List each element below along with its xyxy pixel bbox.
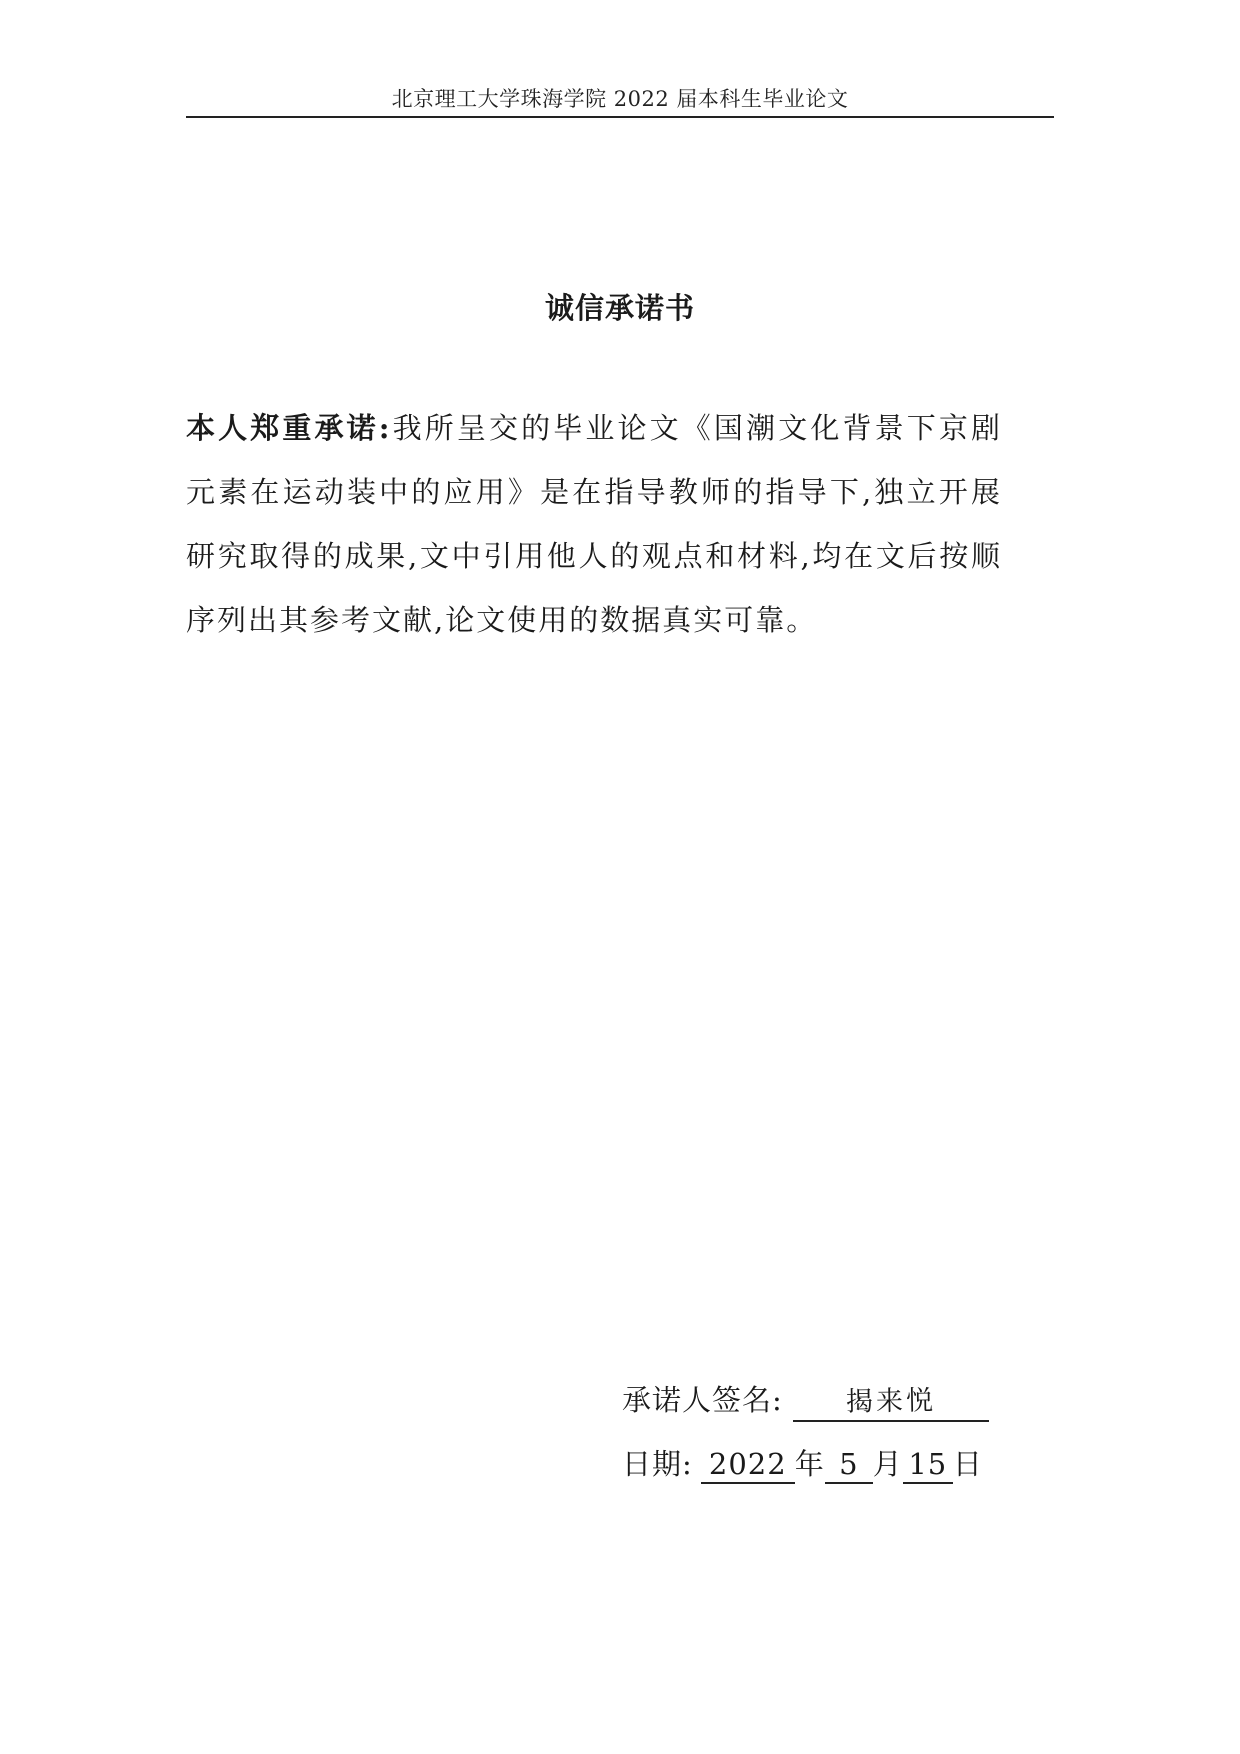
running-header: 北京理工大学珠海学院 2022 届本科生毕业论文 — [391, 87, 849, 111]
signature-name: 揭来悦 — [845, 1385, 937, 1418]
signature-line — [793, 1382, 989, 1422]
signature-block — [622, 1368, 1042, 1496]
date-day-unit: 日 — [952, 1447, 983, 1481]
header-rule — [186, 116, 1054, 118]
signature-label: 承诺人签名: — [622, 1383, 783, 1417]
date-year-unit: 年 — [794, 1447, 825, 1481]
date-year: 2022 — [701, 1446, 795, 1484]
document-title: 诚信承诺书 — [544, 291, 695, 325]
pledge-body: 我所呈交的毕业论文《国潮文化背景下京剧元素在运动装中的应用》是在指导教师的指导下,独立开展研究取得的成果,文中引用他人的观点和材料,均在文后按顺序列出其参考文献,论文使用的数据真实可靠。 — [186, 411, 1002, 637]
signature-row — [622, 1368, 1042, 1432]
date-day: 15 — [903, 1446, 953, 1484]
date-month: 5 — [825, 1446, 873, 1484]
date-month-unit: 月 — [872, 1447, 903, 1481]
pledge-paragraph — [186, 396, 1002, 652]
date-row — [622, 1432, 1042, 1496]
date-label: 日期: — [622, 1447, 693, 1481]
pledge-lead: 本人郑重承诺: — [186, 411, 392, 445]
